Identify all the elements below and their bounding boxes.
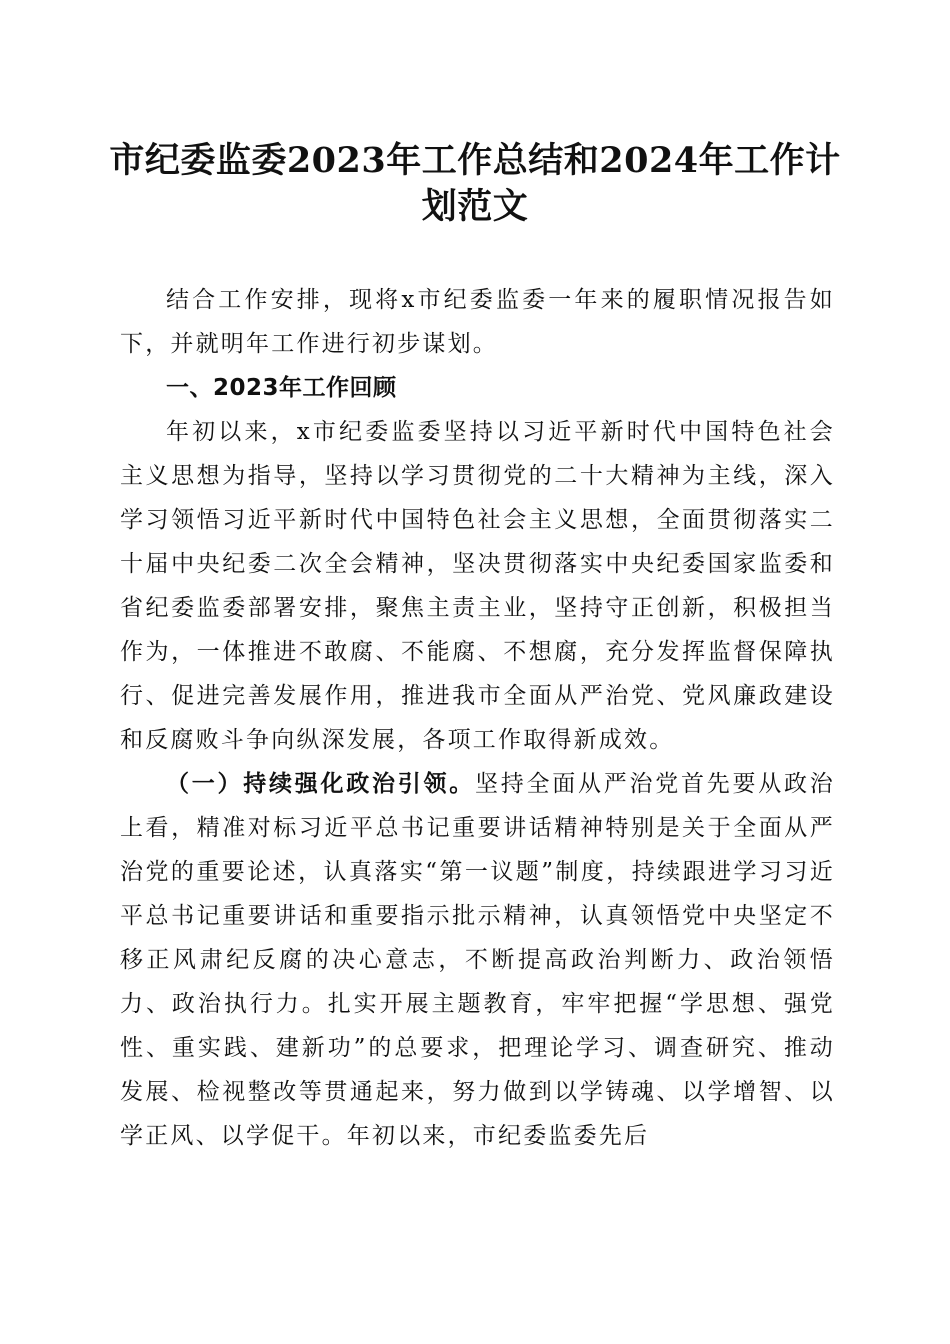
subsection-text: 坚持全面从严治党首先要从政治上看，精准对标习近平总书记重要讲话精神特别是关于全面从严治党的重要论述，认真落实“第一议题”制度，持续跟进学习习近平总书记重要讲话和重要指示批示精神，认真领悟党中央坚定不移正风肃纪反腐的决心意志，不断提高政治判断力、政治领悟力、政治执行力。扎实开展主题教育，牢牢把握“学思想、强党性、重实践、建新功”的总要求，把理论学习、调查研究、推动发展、检视整改等贯通起来，努力做到以学铸魂、以学增智、以学正风、以学促干。年初以来，市纪委监委先后 [120, 771, 835, 1149]
title-line-1: 市纪委监委2023年工作总结和2024年工作计 [109, 140, 841, 181]
document-body [120, 278, 835, 1158]
subsection-lead: （一）持续强化政治引领。 [166, 770, 476, 797]
subsection-paragraph [120, 762, 835, 1158]
title-line-2: 划范文 [421, 186, 529, 227]
section-heading: 一、2023年工作回顾 [166, 375, 397, 401]
section-paragraph: 年初以来，x市纪委监委坚持以习近平新时代中国特色社会主义思想为指导，坚持以学习贯彻党的二十大精神为主线，深入学习领悟习近平新时代中国特色社会主义思想，全面贯彻落实二十届中央纪委二次全会精神，坚决贯彻落实中央纪委国家监委和省纪委监委部署安排，聚焦主责主业，坚持守正创新，积极担当作为，一体推进不敢腐、不能腐、不想腐，充分发挥监督保障执行、促进完善发展作用，推进我市全面从严治党、党风廉政建设和反腐败斗争向纵深发展，各项工作取得新成效。 [120, 419, 835, 753]
document-title [100, 138, 850, 230]
intro-paragraph: 结合工作安排，现将x市纪委监委一年来的履职情况报告如下，并就明年工作进行初步谋划。 [120, 287, 835, 357]
